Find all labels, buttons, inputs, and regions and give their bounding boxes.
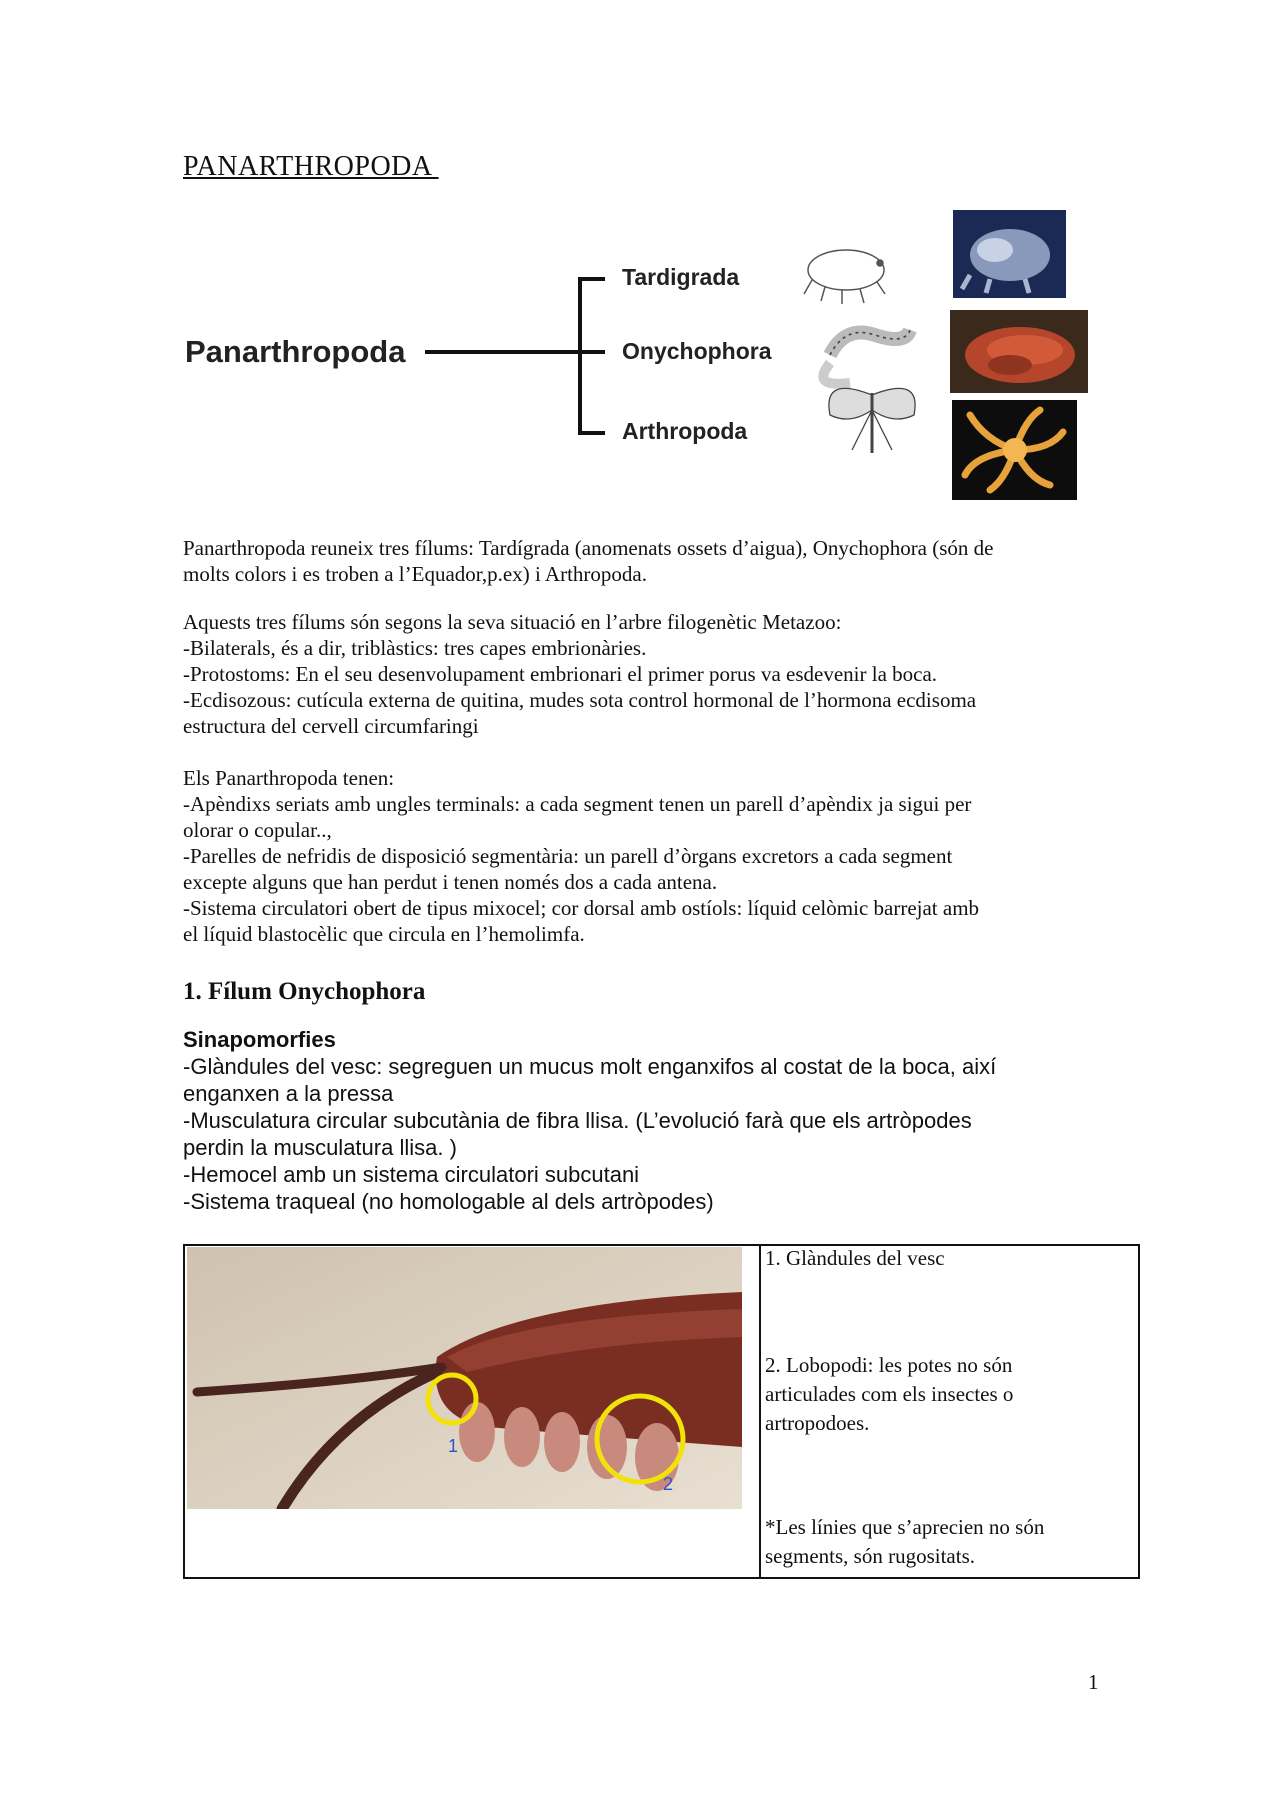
text-line: olorar o copular..,	[183, 818, 332, 842]
text-line: -Sistema traqueal (no homologable al dels artròpodes)	[183, 1189, 714, 1214]
onychophoran-photo	[950, 310, 1088, 393]
text-line: perdin la musculatura llisa. )	[183, 1135, 457, 1160]
page-number: 1	[1088, 1670, 1099, 1694]
onychophoran-drawing	[823, 330, 910, 384]
marker-label-1: 1	[448, 1436, 459, 1456]
traits-paragraph	[183, 765, 1103, 947]
document-title: PANARTHROPODA	[183, 151, 439, 182]
text-line: el líquid blastocèlic que circula en l’hemolimfa.	[183, 922, 585, 946]
text-line: -Bilaterals, és a dir, triblàstics: tres capes embrionàries.	[183, 636, 647, 660]
table-divider	[759, 1244, 761, 1579]
tree-branch-onychophora: Onychophora	[622, 338, 772, 364]
text-line: enganxen a la pressa	[183, 1081, 394, 1106]
text-line: Els Panarthropoda tenen:	[183, 766, 395, 790]
synapomorphies-block	[183, 1026, 1113, 1215]
text-line: -Ecdisozous: cutícula externa de quitina, mudes sota control hormonal de l’hormona ecdisoma	[183, 688, 977, 712]
text-line: -Musculatura circular subcutània de fibra llisa. (L’evolució farà que els artròpodes	[183, 1108, 972, 1133]
text-line: -Hemocel amb un sistema circulatori subcutani	[183, 1162, 640, 1187]
synapomorphies-heading: Sinapomorfies	[183, 1027, 336, 1052]
tree-branch-tardigrada: Tardigrada	[622, 264, 740, 290]
text-line: -Sistema circulatori obert de tipus mixocel; cor dorsal amb ostíols: líquid celòmic barrejat amb	[183, 896, 980, 920]
text-line: estructura del cervell circumfaringi	[183, 714, 479, 738]
text-line: excepte alguns que han perdut i tenen només dos a cada antena.	[183, 870, 718, 894]
figure-note-2: 2. Lobopodi: les potes no són articulades com els insectes o artropodoes.	[765, 1353, 1014, 1435]
text-line: molts colors i es troben a l’Equador,p.ex) i Arthropoda.	[183, 562, 647, 586]
text-line: Panarthropoda reuneix tres fílums: Tardígrada (anomenats ossets d’aigua), Onychophora (són de	[183, 536, 994, 560]
velvet-worm-photo	[187, 1247, 742, 1509]
tardigrade-photo	[953, 210, 1066, 298]
text-line: -Glàndules del vesc: segreguen un mucus molt enganxifos al costat de la boca, així	[183, 1054, 997, 1079]
metazoa-paragraph	[183, 609, 1103, 739]
text-line: -Protostoms: En el seu desenvolupament embrionari el primer porus va esdevenir la boca.	[183, 662, 938, 686]
figure-note-3: *Les línies que s’aprecien no són segments, són rugositats.	[765, 1515, 1045, 1568]
tardigrade-drawing	[804, 250, 885, 304]
text-line: Aquests tres fílums són segons la seva situació en l’arbre filogenètic Metazoo:	[183, 610, 842, 634]
moth-drawing	[829, 388, 915, 453]
text-line: -Apèndixs seriats amb ungles terminals: a cada segment tenen un parell d’apèndix ja sigui per	[183, 792, 972, 816]
arthropod-photo	[952, 400, 1077, 500]
tree-branch-arthropoda: Arthropoda	[622, 418, 748, 444]
phylogeny-diagram	[180, 205, 1100, 510]
intro-paragraph	[183, 535, 1103, 587]
section-heading: 1. Fílum Onychophora	[183, 978, 426, 1005]
figure-note-1: 1. Glàndules del vesc	[765, 1246, 945, 1270]
text-line: -Parelles de nefridis de disposició segmentària: un parell d’òrgans excretors a cada segment	[183, 844, 953, 868]
tree-root-label: Panarthropoda	[185, 334, 406, 369]
marker-label-2: 2	[663, 1474, 674, 1494]
